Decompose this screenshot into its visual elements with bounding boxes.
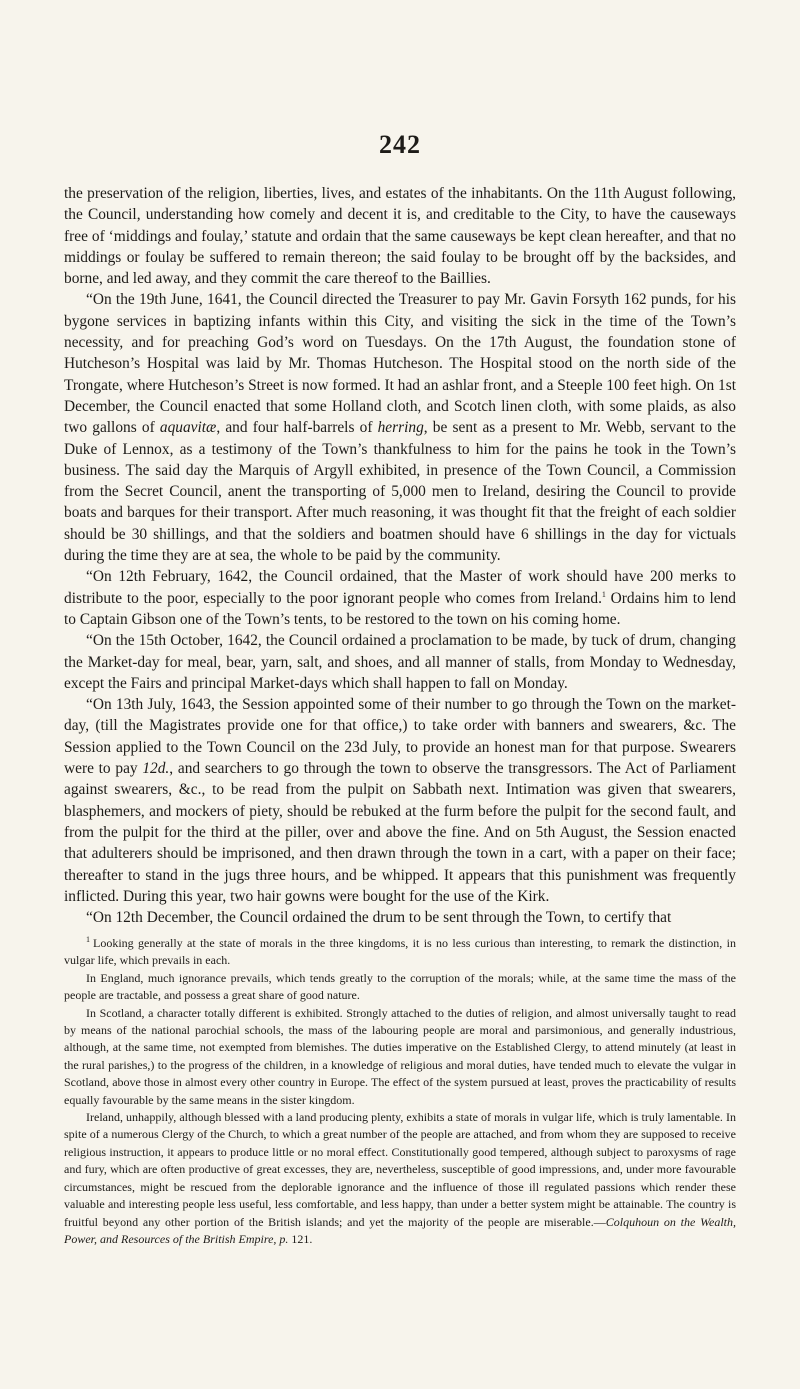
paragraph-3-part-a: “On 12th February, 1642, the Council ordained, that the Master of work should have 200 merks to distribute to the poor, especially to the poor ignorant people who comes from Ireland. (64, 568, 736, 607)
footnote-paragraph-1 (64, 935, 736, 970)
paragraph-3-part-b: Ordains him to lend to Captain Gibson one of the Town’s tents, to be restored to the town on his coming home. (64, 589, 737, 628)
aquavitae-term: aquavitæ (159, 419, 217, 437)
footnote-paragraph-3: In Scotland, a character totally different is exhibited. Strongly attached to the duties of religion, and almost universally taught to read by means of the national parochial schools, the mass of the labouring people are moral and parsimonious, and generally industrious, although, at the same time, not exempted from blemishes. The duties imperative on the Established Clergy, to attend minutely (at least in the rural parishes,) to the progress of the children, in a knowledge of religious and moral duties, have tended much to elevate the vulgar in Scotland, above those in almost every other country in Europe. The effect of the system pursued at least, proves the practicability of results equally favourable by the same means in the sister kingdom. (64, 1005, 736, 1107)
footnote-text-1: Looking generally at the state of morals in the three kingdoms, it is no less curious than interesting, to remark the distinction, in vulgar life, which prevails in each. (64, 936, 736, 968)
footnote-paragraph-2: In England, much ignorance prevails, which tends greatly to the corruption of the morals; while, at the same time the mass of the people are tractable, and possess a great share of good nature. (64, 970, 736, 1003)
herring-term: herring (377, 419, 424, 437)
paragraph-5 (64, 694, 736, 907)
paragraph-4: “On the 15th October, 1642, the Council ordained a proclamation to be made, by tuck of drum, changing the Market-day for meal, bear, yarn, salt, and shoes, and all manner of stalls, from Monday to Wednesday, except the Fairs and principal Market-days which shall happen to fall on Monday. (64, 632, 736, 692)
main-text (64, 183, 736, 928)
footnote-block (64, 935, 736, 1248)
footnote-paragraph-4 (64, 1109, 736, 1248)
twelve-pence-term: 12d. (142, 760, 170, 778)
paragraph-2-part-c: , be sent as a present to Mr. Webb, servant to the Duke of Lennox, as a testimony of the Town’s thankfulness to him for the pains he took in the Town’s business. The said day the Marquis of Argyll exhibited, in presence of the Town Council, a Commission from the Secret Council, anent the transporting of 5,000 men to Ireland, desiring the Council to provide boats and barques for their transport. After much reasoning, it was thought fit that the freight of each soldier should be 30 shillings, and that the soldiers and boatmen should have 6 shillings in the day for victuals during the time they are at sea, the whole to be paid by the community. (64, 419, 736, 565)
paragraph-2-part-a: “On the 19th June, 1641, the Council directed the Treasurer to pay Mr. Gavin Forsyth 162 punds, for his bygone services in baptizing infants within this City, and visiting the sick in the time of the Town’s necessity, and for preaching God’s word on Tuesdays. On the 17th August, the foundation stone of Hutcheson’s Hospital was laid by Mr. Thomas Hutcheson. The Hospital stood on the north side of the Trongate, where Hutcheson’s Street is now formed. It had an ashlar front, and a Steeple 100 feet high. On 1st December, the Council enacted that some Holland cloth, and Scotch linen cloth, with some plaids, as also two gallons of (64, 291, 736, 437)
paragraph-5-part-a: “On 13th July, 1643, the Session appointed some of their number to go through the Town on the market-day, (till the Magistrates provide one for that office,) to take order with banners and swearers, &c. The Session applied to the Town Council on the 23d July, to provide an honest man for that purpose. Swearers were to pay (64, 696, 736, 778)
footnote-reference: 1 (601, 589, 606, 599)
footnote-source: Colquhoun on the Wealth, Power, and Resources of the British Empire, p. (64, 1214, 737, 1246)
footnote-marker: 1 (86, 935, 90, 944)
paragraph-2-part-b: , and four half-barrels of (216, 419, 378, 437)
paragraph-3 (64, 566, 736, 630)
paragraph-6: “On 12th December, the Council ordained the drum to be sent through the Town, to certify that (86, 909, 672, 927)
footnote-source-page: 121. (288, 1231, 313, 1246)
footnote-text-4: Ireland, unhappily, although blessed with a land producing plenty, exhibits a state of morals in vulgar life, which is truly lamentable. In spite of a numerous Clergy of the Church, to which a great number of the people are attached, and from whom they are supposed to receive religious instruction, it appears to produce little or no moral effect. Constitutionally good tempered, although subject to paroxysms of rage and fury, which are often productive of great excesses, they are, nevertheless, susceptible of good impressions, and, under more favourable circumstances, might be rescued from the deplorable ignorance and the influence of those ill regulated passions which render these valuable and interesting people less useful, less comfortable, and less happy, than under a better system might be attainable. The country is fruitful beyond any other portion of the British islands; and yet the majority of the people are miserable.— (64, 1110, 736, 1229)
paragraph-2 (64, 289, 736, 566)
page-number: 242 (379, 130, 421, 159)
paragraph-5-part-b: , and searchers to go through the town to observe the transgressors. The Act of Parliament against swearers, &c., to be read from the pulpit on Sabbath next. Intimation was given that swearers, blasphemers, and mockers of piety, should be rebuked at the furm before the pulpit for the second fault, and from the pulpit for the third at the piller, over and above the fine. And on 5th August, the Session enacted that adulterers should be imprisoned, and then drawn through the town in a cart, with a paper on their face; thereafter to stand in the jugs three hours, and be whipped. It appears that this punishment was frequently inflicted. During this year, two hair gowns were bought for the use of the Kirk. (64, 760, 736, 905)
paragraph-1: the preservation of the religion, liberties, lives, and estates of the inhabitants. On the 11th August following, the Council, understanding how comely and decent it is, and creditable to the City, to have the causeways free of ‘middings and foulay,’ statute and ordain that the same causeways be kept clean hereafter, and that no middings or foulay be suffered to remain thereon; the said foulay to be brought off by the backsides, and borne, and led away, and they commit the care thereof to the Baillies. (64, 185, 736, 288)
